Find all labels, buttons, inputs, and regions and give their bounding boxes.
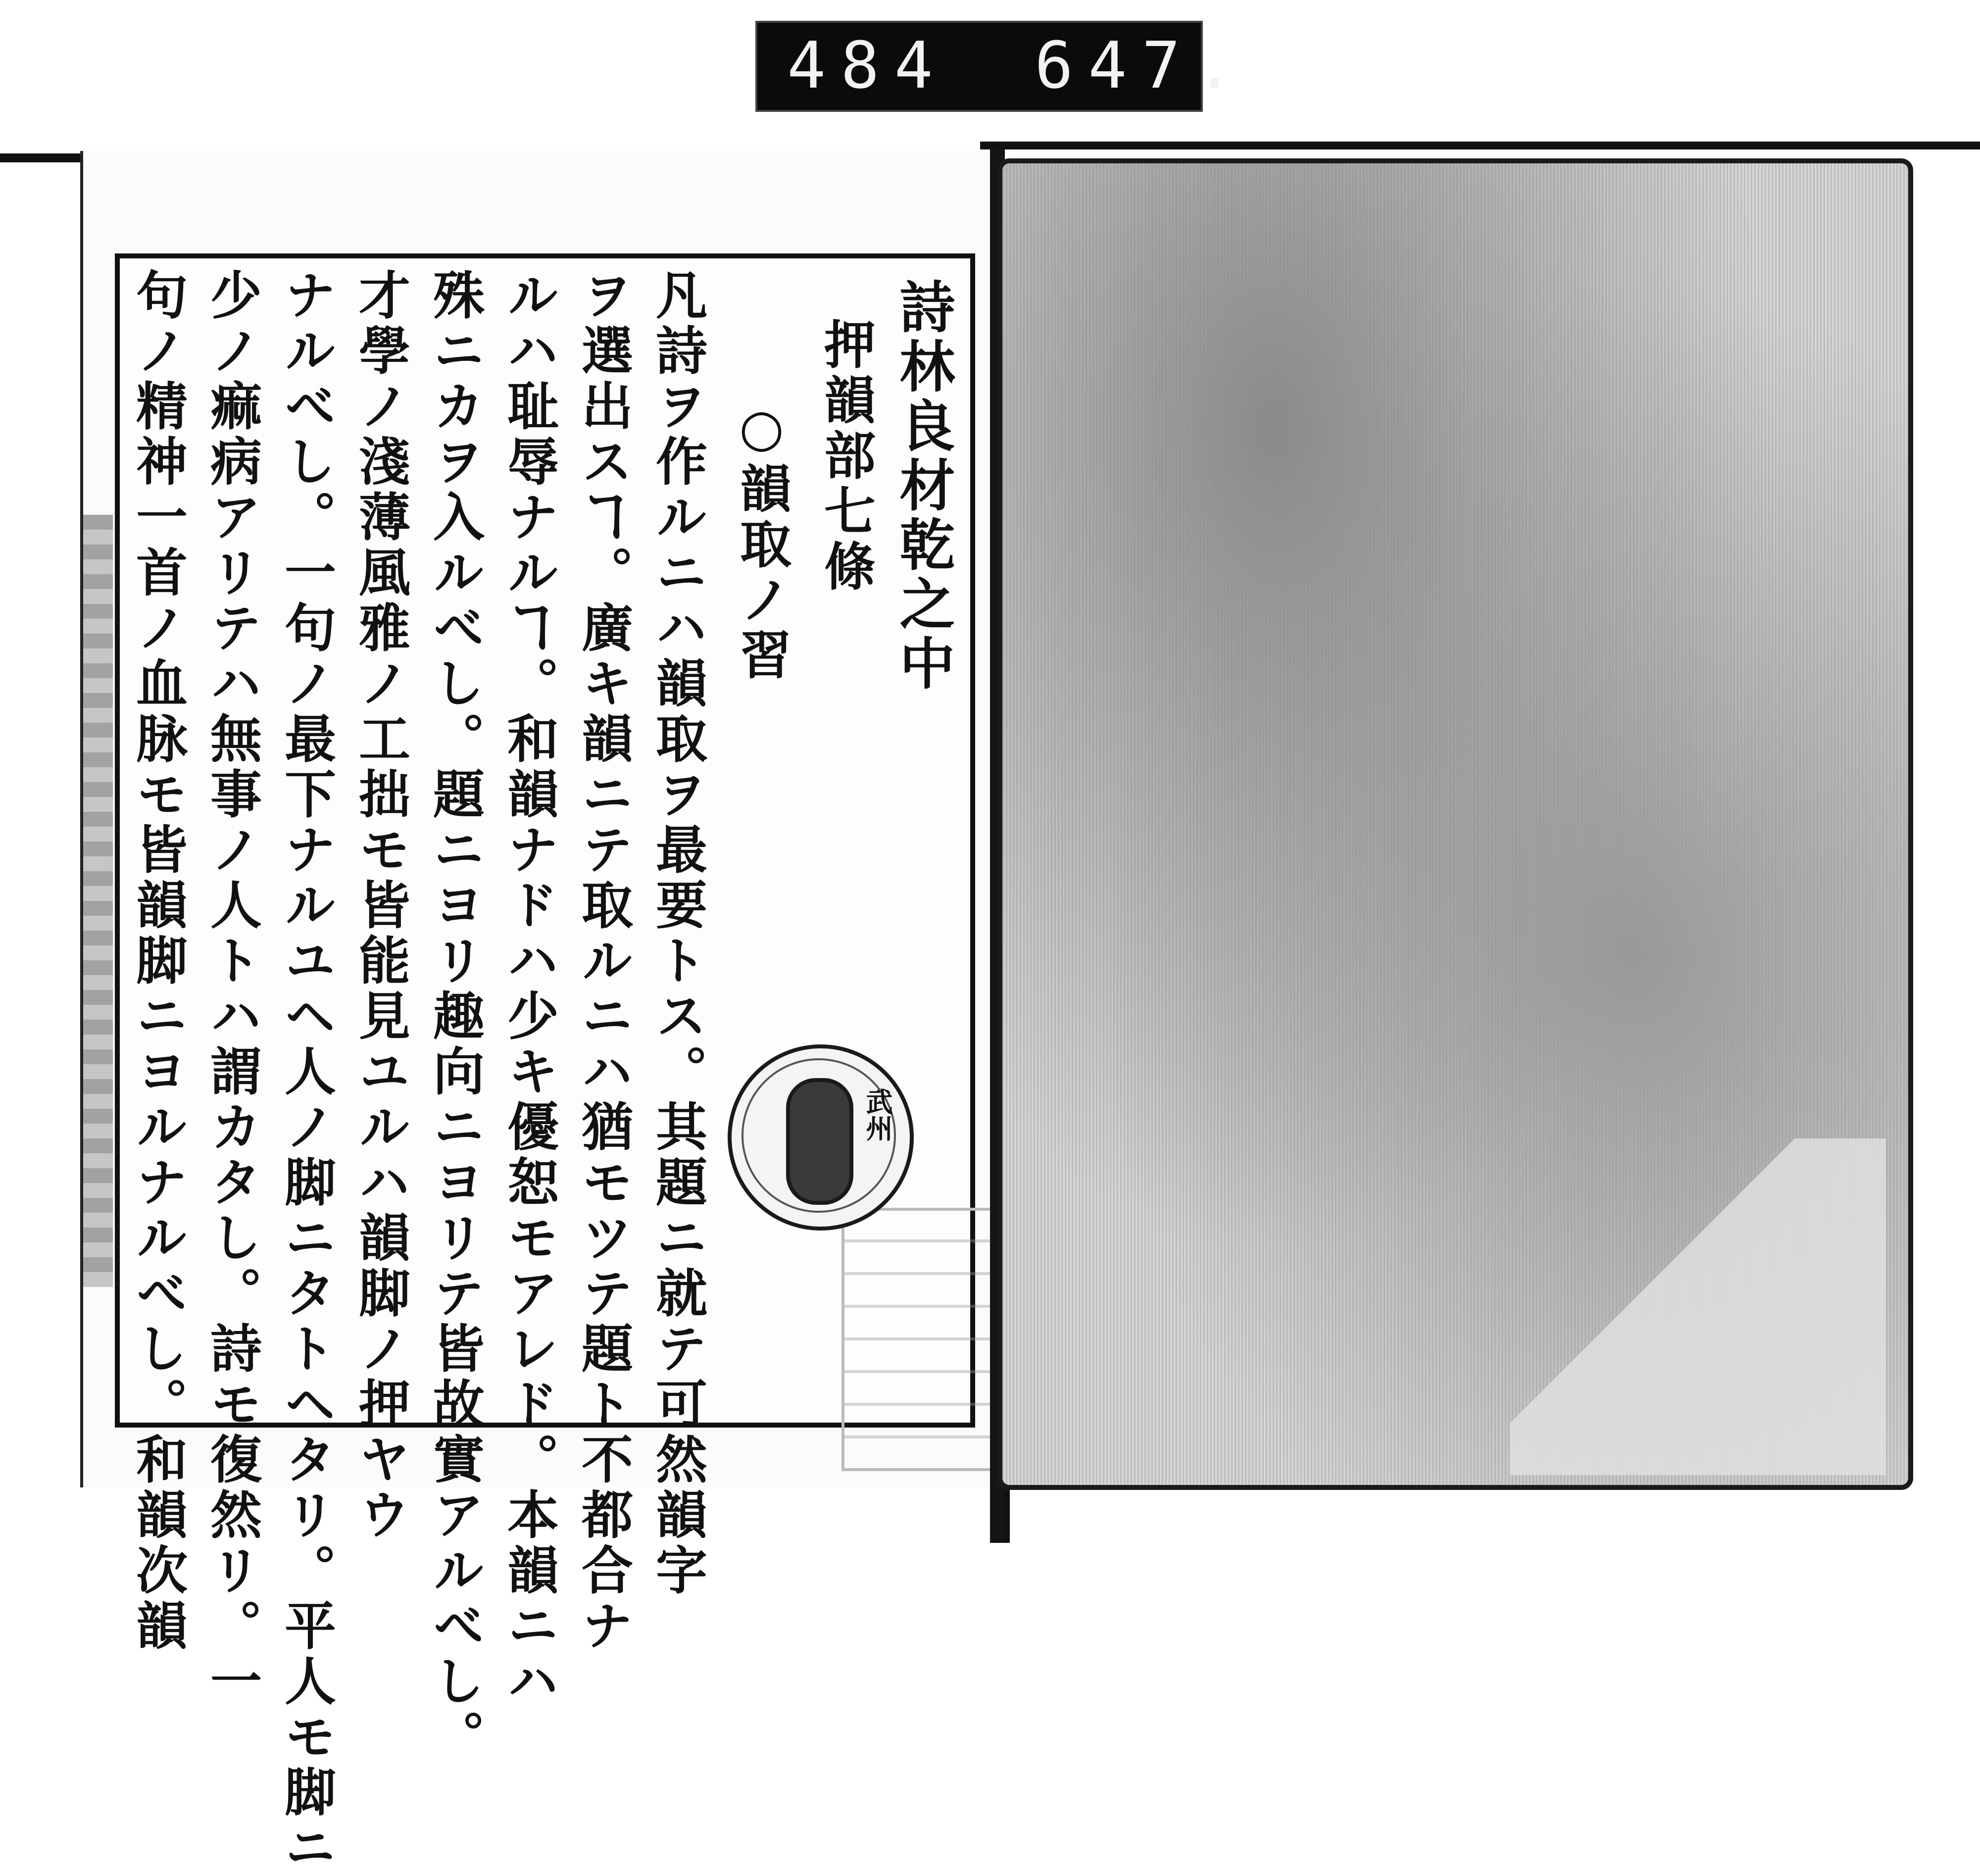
text-column-1: 凡詩ヲ作ルニハ韻取ヲ最要トス。其題ニ就テ可然韻字 [647, 268, 708, 1599]
text-column-3: ルハ耻辱ナルヿ。和韻ナドハ少キ優恕モアレド。本韻ニハ [498, 268, 559, 1710]
seal-emblem [786, 1078, 853, 1205]
library-stamp [842, 1208, 996, 1471]
archive-label [755, 21, 1249, 112]
top-bar-left [0, 153, 84, 162]
text-column-8: 句ノ精神一首ノ血脉モ皆韻脚ニヨルナルべし。和韻次韻 [127, 268, 188, 1654]
spine-strip [83, 515, 113, 1287]
label-number-left: 484 [787, 28, 948, 103]
text-column-2: ヲ選出スヿ。廣キ韻ニテ取ルニハ猶モツテ題ト不都合ナ [573, 268, 634, 1654]
cover-curl [1510, 1138, 1886, 1475]
text-column-6: ナルべし。一句ノ最下ナルユヘ人ノ脚ニタトヘタリ。平人モ脚ニ [276, 268, 337, 1876]
text-column-5: 才學ノ淺薄風雅ノ工拙モ皆能見ユルハ韻脚ノ押ヤウ [350, 268, 411, 1543]
top-bar-right [980, 142, 1980, 149]
label-number-right: 647. [1035, 28, 1249, 103]
book-title: 詩林良材乾之中 [891, 278, 955, 694]
text-column-4: 殊ニカヲ入ルべし。題ニヨリ趣向ニヨリテ皆故實アルべし。 [424, 268, 485, 1765]
text-column-7: 少ノ痲病アリテハ無事ノ人トハ謂カタし。詩モ復然リ。一 [201, 268, 262, 1710]
round-seal [728, 1044, 914, 1231]
section-heading: 押韻部七條 [815, 318, 876, 595]
subsection-heading: ○韻取ノ習 [731, 397, 792, 684]
seal-text: 武州 [862, 1088, 893, 1141]
